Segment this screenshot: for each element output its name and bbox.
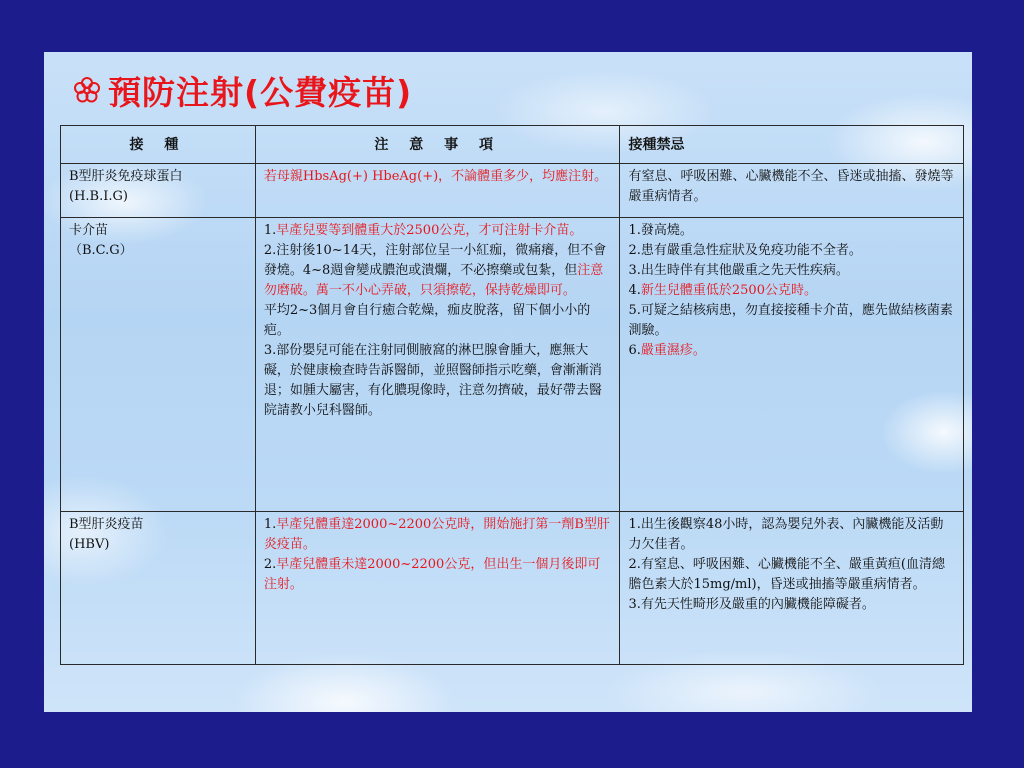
body-text: 有窒息、呼吸困難、心臟機能不全、昏迷或抽搐、發燒等嚴重病情者。: [628, 169, 954, 204]
table-row: [61, 218, 964, 512]
highlight-text: 早產兒體重達2000~2200公克時，開始施打第一劑B型肝炎疫苗。: [263, 517, 610, 552]
body-text: 平均2~3個月會自行癒合乾燥，痂皮脫落，留下個小小的疤。: [263, 303, 591, 338]
highlight-text: 早產兒體重未達2000~2200公克，但出生一個月後即可注射。: [263, 557, 601, 592]
highlight-text: 注意勿磨破。萬一不小心弄破，只須擦乾，保持乾燥即可。: [263, 263, 604, 298]
highlight-text: 嚴重濕疹。: [640, 343, 706, 358]
header-vaccine: 接 種: [61, 126, 256, 164]
header-contraindications: 接種禁忌: [620, 126, 964, 164]
body-text: 3.有先天性畸形及嚴重的內臟機能障礙者。: [628, 597, 875, 612]
cell-paragraph: [628, 221, 955, 241]
body-text: 1.: [263, 517, 277, 532]
vaccine-abbr: (H.B.I.G): [69, 189, 128, 204]
header-notes: 注 意 事 項: [255, 126, 620, 164]
body-text: 2.注射後10~14天，注射部位呈一小紅痂，微痛癢，但不會發燒。4~8週會變成膿泡或潰爛，不必擦藥或包紮，但: [263, 243, 607, 278]
page-title: [72, 66, 412, 114]
contraindications-cell: [620, 218, 964, 512]
title-text: 預防注射(公費疫苗): [108, 72, 413, 112]
body-text: 5.可疑之結核病患，勿直接接種卡介苗，應先做結核菌素測驗。: [628, 303, 953, 338]
body-text: 4.: [628, 283, 641, 298]
cell-paragraph: [264, 341, 612, 421]
cell-paragraph: [628, 281, 955, 301]
notes-cell: [255, 218, 620, 512]
table-header-row: [61, 126, 964, 164]
body-text: 2.有窒息、呼吸困難、心臟機能不全、嚴重黃疸(血清總膽色素大於15mg/ml)，昏迷或抽搐等嚴重病情者。: [628, 557, 945, 592]
cell-paragraph: [628, 555, 955, 595]
cell-paragraph: [264, 167, 612, 187]
cell-paragraph: [264, 221, 612, 241]
cell-paragraph: [264, 301, 612, 341]
body-text: 3.部份嬰兒可能在注射同側腋窩的淋巴腺會腫大，應無大礙，於健康檢查時告訴醫師，並照醫師指示吃藥，會漸漸消退；如腫大屬害，有化膿現像時，注意勿擠破，最好帶去醫院請教小兒科醫師。: [263, 343, 602, 418]
body-text: 1.: [263, 223, 277, 238]
body-text: 3.出生時伴有其他嚴重之先天性疾病。: [628, 263, 849, 278]
cell-paragraph: [264, 241, 612, 301]
body-text: 1.出生後觀察48小時，認為嬰兒外表、內臟機能及活動力欠佳者。: [628, 517, 944, 552]
contraindications-cell: [620, 164, 964, 218]
vaccine-name-cell: [61, 218, 256, 512]
highlight-text: 早產兒要等到體重大於2500公克，才可注射卡介苗。: [276, 223, 583, 238]
table-row: [61, 512, 964, 665]
vaccine-table: [60, 125, 964, 665]
cell-paragraph: [628, 167, 955, 207]
highlight-text: 若母親HbsAg(+) HbeAg(+)，不論體重多少，均應注射。: [263, 169, 608, 184]
cell-paragraph: [628, 595, 955, 615]
highlight-text: 新生兒體重低於2500公克時。: [640, 283, 817, 298]
cell-paragraph: [628, 341, 955, 361]
notes-cell: [255, 512, 620, 665]
body-text: 2.患有嚴重急性症狀及免疫功能不全者。: [628, 243, 862, 258]
vaccine-name: B型肝炎免疫球蛋白: [69, 169, 183, 184]
flower-icon: [72, 75, 102, 105]
cell-paragraph: [264, 515, 612, 555]
cell-paragraph: [628, 241, 955, 261]
vaccine-abbr: （B.C.G）: [69, 243, 133, 258]
contraindications-cell: [620, 512, 964, 665]
cell-paragraph: [628, 261, 955, 281]
body-text: 6.: [628, 343, 641, 358]
cell-paragraph: [264, 555, 612, 595]
slide: [44, 52, 972, 712]
notes-cell: [255, 164, 620, 218]
body-text: 1.發高燒。: [628, 223, 693, 238]
vaccine-name-cell: [61, 164, 256, 218]
vaccine-name: 卡介苗: [69, 223, 109, 238]
body-text: 2.: [263, 557, 277, 572]
vaccine-name: B型肝炎疫苗: [69, 517, 144, 532]
cell-paragraph: [628, 301, 955, 341]
vaccine-abbr: (HBV): [69, 537, 110, 552]
cell-paragraph: [628, 515, 955, 555]
table-row: [61, 164, 964, 218]
vaccine-name-cell: [61, 512, 256, 665]
